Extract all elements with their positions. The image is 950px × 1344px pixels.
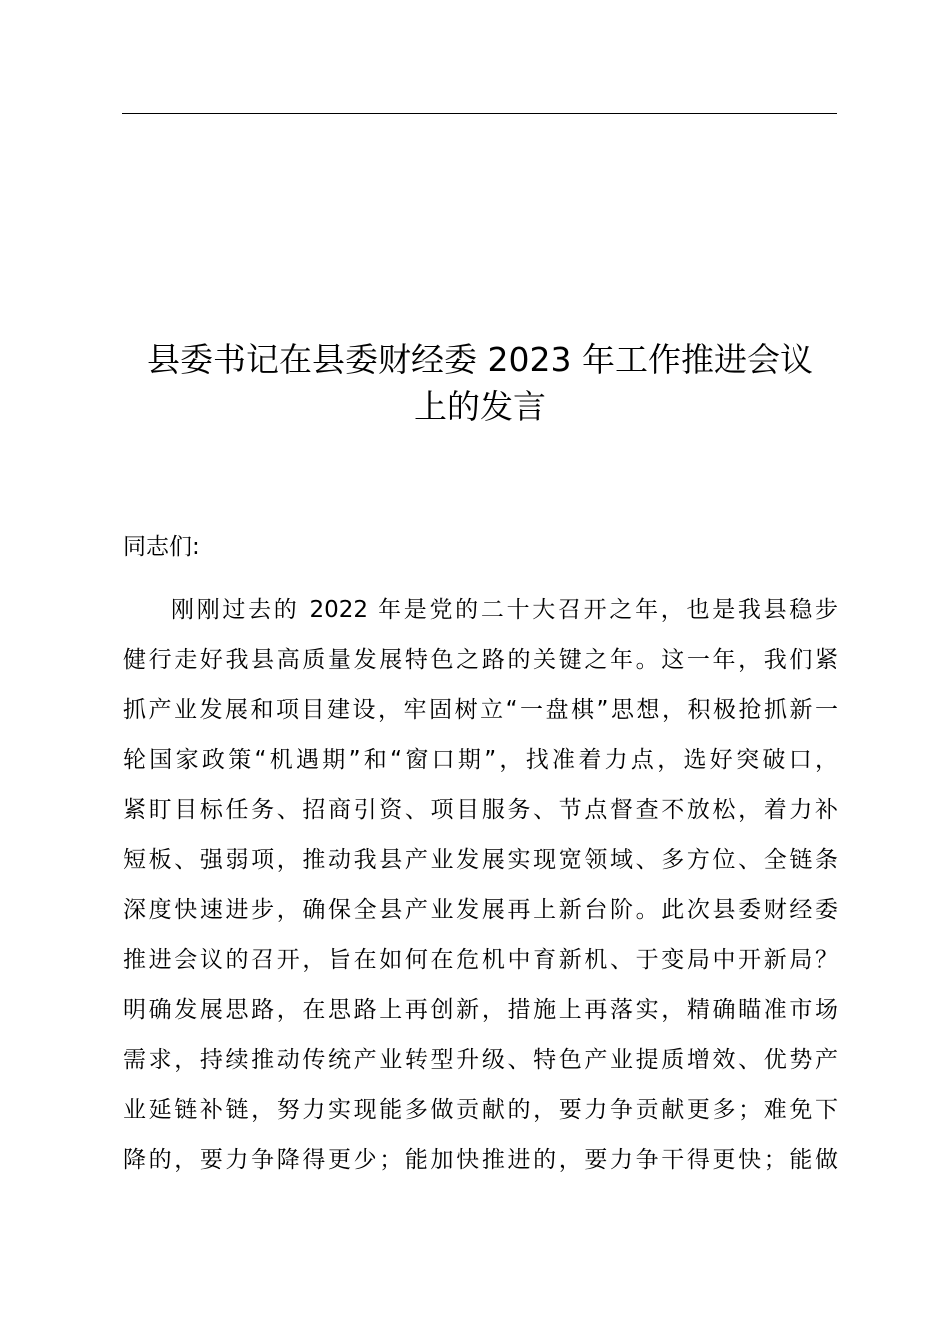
body-line: 降的，要力争降得更少；能加快推进的，要力争干得更快；能做 [123, 1147, 838, 1173]
body-line: 健行走好我县高质量发展特色之路的关键之年。这一年，我们紧 [123, 647, 838, 673]
body-paragraph [123, 589, 838, 1189]
body-line: 短板、强弱项，推动我县产业发展实现宽领域、多方位、全链条 [123, 847, 838, 873]
body-line: 刚刚过去的 2022 年是党的二十大召开之年，也是我县稳步 [171, 597, 838, 623]
body-line: 明确发展思路，在思路上再创新，措施上再落实，精确瞄准市场 [123, 997, 838, 1023]
header-rule [122, 113, 837, 114]
body-line: 紧盯目标任务、招商引资、项目服务、节点督查不放松，着力补 [123, 797, 838, 823]
title-line-2: 上的发言 [414, 387, 546, 426]
title-line-1: 县委书记在县委财经委 2023 年工作推进会议 [147, 340, 813, 379]
salutation: 同志们: [123, 534, 200, 560]
body-line: 轮国家政策“机遇期”和“窗口期”，找准着力点，选好突破口， [123, 747, 838, 773]
body-line: 推进会议的召开，旨在如何在危机中育新机、于变局中开新局？ [123, 947, 838, 973]
document-title [100, 336, 860, 430]
body-line: 业延链补链，努力实现能多做贡献的，要力争贡献更多；难免下 [123, 1097, 838, 1123]
body-line: 需求，持续推动传统产业转型升级、特色产业提质增效、优势产 [123, 1047, 838, 1073]
body-line: 抓产业发展和项目建设，牢固树立“一盘棋”思想，积极抢抓新一 [123, 697, 838, 723]
body-line: 深度快速进步，确保全县产业发展再上新台阶。此次县委财经委 [123, 897, 838, 923]
